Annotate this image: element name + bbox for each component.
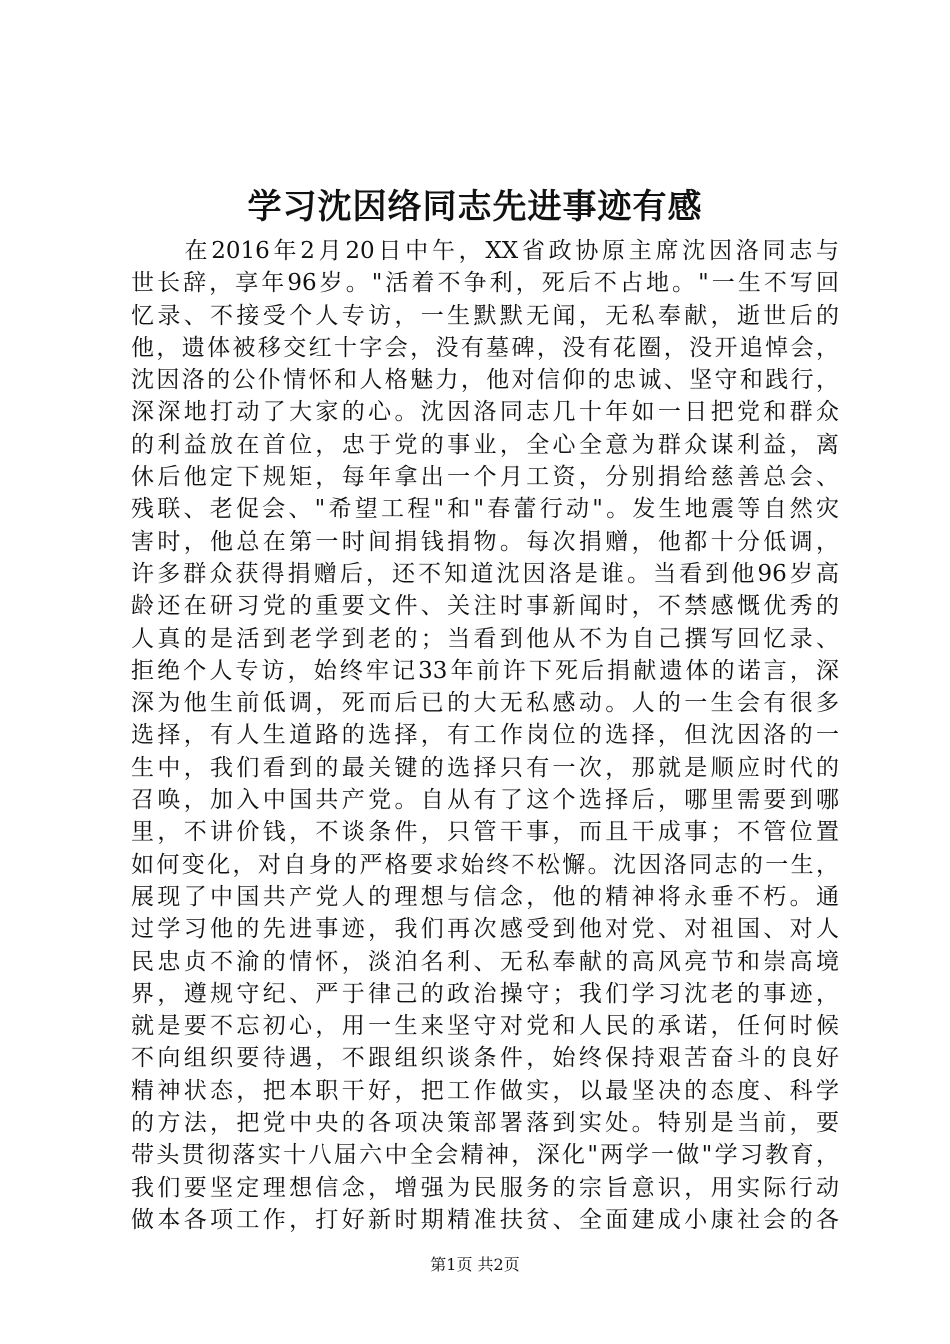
body-line: 带头贯彻落实十八届六中全会精神，深化"两学一做"学习教育，	[131, 1142, 839, 1169]
body-line: 民忠贞不渝的情怀，淡泊名利、无私奉献的高风亮节和崇高境	[131, 948, 839, 975]
body-line: 做本各项工作，打好新时期精准扶贫、全面建成小康社会的各	[131, 1206, 839, 1233]
body-line: 不向组织要待遇，不跟组织谈条件，始终保持艰苦奋斗的良好	[131, 1045, 839, 1072]
body-line: 的利益放在首位，忠于党的事业，全心全意为群众谋利益，离	[131, 431, 839, 458]
body-line: 深为他生前低调，死而后已的大无私感动。人的一生会有很多	[131, 690, 839, 717]
body-line: 龄还在研习党的重要文件、关注时事新闻时，不禁感慨优秀的	[131, 593, 839, 620]
body-line: 展现了中国共产党人的理想与信念，他的精神将永垂不朽。通	[131, 883, 839, 910]
body-line: 就是要不忘初心，用一生来坚守对党和人民的承诺，任何时候	[131, 1013, 839, 1040]
body-line: 深深地打动了大家的心。沈因洛同志几十年如一日把党和群众	[131, 399, 839, 426]
body-line: 选择，有人生道路的选择，有工作岗位的选择，但沈因洛的一	[131, 722, 839, 749]
body-line: 世长辞，享年96岁。"活着不争利，死后不占地。"一生不写回	[131, 270, 839, 297]
body-line: 的方法，把党中央的各项决策部署落到实处。特别是当前，要	[131, 1110, 839, 1137]
body-line: 界，遵规守纪、严于律己的政治操守；我们学习沈老的事迹，	[131, 980, 839, 1007]
body-line: 休后他定下规矩，每年拿出一个月工资，分别捐给慈善总会、	[131, 464, 839, 491]
body-line: 在2016年2月20日中午，XX省政协原主席沈因洛同志与	[131, 238, 839, 264]
body-line: 如何变化，对自身的严格要求始终不松懈。沈因洛同志的一生，	[131, 851, 839, 878]
body-line: 我们要坚定理想信念，增强为民服务的宗旨意识，用实际行动	[131, 1174, 839, 1201]
document-body	[131, 235, 839, 1236]
document-title: 学习沈因络同志先进事迹有感	[247, 187, 703, 227]
body-line: 许多群众获得捐赠后，还不知道沈因洛是谁。当看到他96岁高	[131, 560, 839, 587]
body-line: 里，不讲价钱，不谈条件，只管干事，而且干成事；不管位置	[131, 819, 839, 846]
body-line: 精神状态，把本职干好，把工作做实，以最坚决的态度、科学	[131, 1077, 839, 1104]
body-line: 忆录、不接受个人专访，一生默默无闻，无私奉献，逝世后的	[131, 302, 839, 329]
body-line: 害时，他总在第一时间捐钱捐物。每次捐赠，他都十分低调，	[131, 528, 839, 555]
body-line: 召唤，加入中国共产党。自从有了这个选择后，哪里需要到哪	[131, 787, 839, 814]
body-line: 残联、老促会、"希望工程"和"春蕾行动"。发生地震等自然灾	[131, 496, 839, 523]
body-line: 沈因洛的公仆情怀和人格魅力，他对信仰的忠诚、坚守和践行，	[131, 367, 839, 394]
body-line: 他，遗体被移交红十字会，没有墓碑，没有花圈，没开追悼会，	[131, 334, 839, 361]
body-line: 拒绝个人专访，始终牢记33年前许下死后捐献遗体的诺言，深	[131, 657, 839, 684]
body-line: 人真的是活到老学到老的；当看到他从不为自己撰写回忆录、	[131, 625, 839, 652]
body-line: 生中，我们看到的最关键的选择只有一次，那就是顺应时代的	[131, 754, 839, 781]
page-footer: 第1页 共2页	[430, 1255, 520, 1274]
body-line: 过学习他的先进事迹，我们再次感受到他对党、对祖国、对人	[131, 916, 839, 943]
